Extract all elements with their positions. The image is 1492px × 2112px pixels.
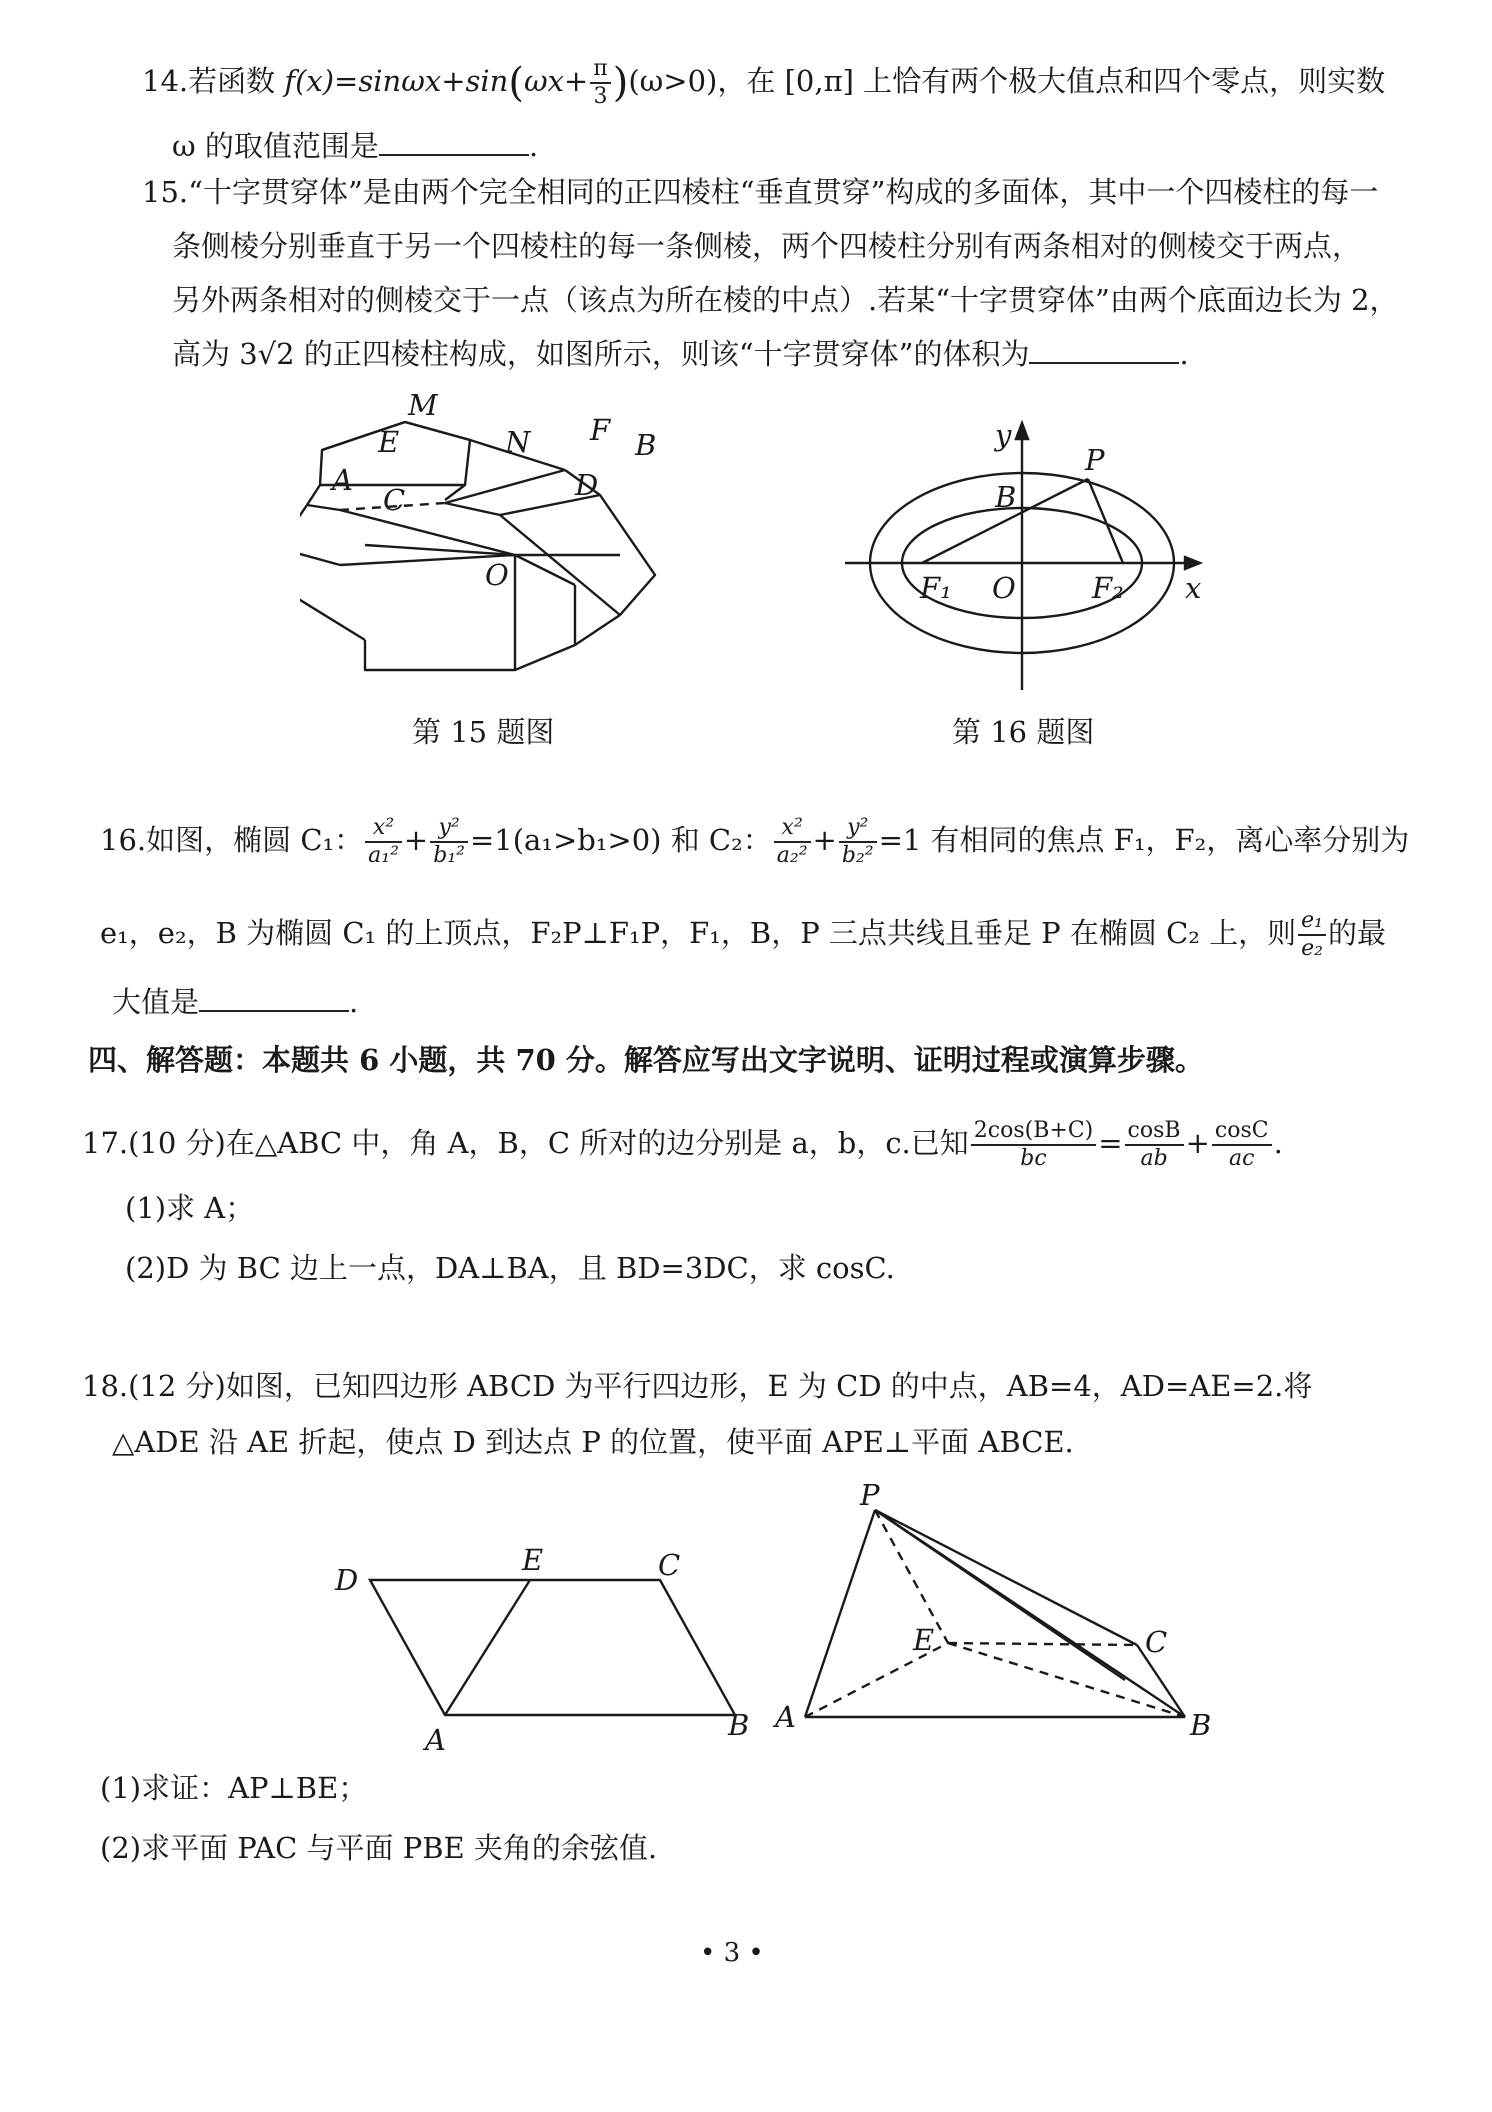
fig16-x-arrow [1185,557,1200,569]
fig15-right-edge-4 [445,503,500,515]
q16-x2-b: x² [774,815,811,843]
fig15-left-arm [300,505,365,640]
fig15-label-O: O [485,558,509,592]
fig15-caption: 第 15 题图 [412,715,555,749]
q14-answer-blank [379,128,529,156]
fig15-label-N: N [505,425,531,459]
q14-arg: ωx+ [523,64,589,98]
q16-end: . [349,985,359,1019]
q17-end: . [1273,1126,1283,1160]
section-4-heading: 四、解答题：本题共 6 小题，共 70 分。解答应写出文字说明、证明过程或演算步骤。 [88,1043,1204,1077]
q14-pi: π [590,56,610,84]
fig18b-label-E: E [913,1623,935,1657]
q15-end: . [1179,337,1189,371]
figure-15 [300,385,680,675]
fig15-label-B: B [635,428,657,462]
fig18b-label-B: B [1190,1708,1212,1742]
q16-mid: =1(a₁>b₁>0) 和 C₂： [469,823,772,857]
fig18b-label-P: P [860,1480,880,1512]
fig16-label-B: B [995,480,1017,514]
q17-frac-3 [1212,1118,1272,1172]
q14-pi-over-3 [590,56,610,110]
q17-line1 [82,1118,1283,1172]
fig15-label-E: E [378,425,400,459]
q16-y2-b: y² [839,815,877,843]
fig18a-label-C: C [658,1548,681,1582]
fig18b-label-A: A [775,1700,796,1734]
fig16-label-F2: F₂ [1092,571,1124,605]
q16-e1: e₁ [1298,908,1326,936]
fig15-right-edge-3 [500,515,620,615]
q16-a2: a₂² [776,843,808,868]
fig15-label-D: D [575,468,599,502]
q15-line3-text: 另外两条相对的侧棱交于一点（该点为所在棱的中点）.若某“十字贯穿体”由两个底面边长为 2， [172,283,1399,317]
q15-line2 [172,228,1361,264]
q16-b1: b₁² [433,843,465,868]
fig15-label-A: A [332,463,353,497]
q15-line2-text: 条侧棱分别垂直于另一个四棱柱的每一条侧棱，两个四棱柱分别有两条相对的侧棱交于两点， [172,229,1362,263]
q16-plus-b: + [812,823,837,857]
q14-paren-open: ( [508,60,524,106]
fig15-label-M: M [408,388,438,422]
fig18a-label-E: E [522,1545,544,1577]
q16-line2-text: e₁，e₂，B 为椭圆 C₁ 的上顶点，F₂P⊥F₁P，F₁，B，P 三点共线且垂足 P 在椭圆 C₂ 上，则 [100,916,1297,950]
fig15-label-F: F [590,413,611,447]
fig15-bottom-prism [365,585,575,670]
q17-frac-1 [971,1118,1096,1172]
fig16-label-y: y [995,418,1012,452]
q15-line4 [172,336,1189,372]
fig16-line-p-f2 [1088,479,1123,563]
q17-num-1: 2cos(B+C) [971,1118,1096,1146]
q14-line1 [142,56,1385,110]
fig16-y-arrow [1016,423,1028,439]
q16-line2-end: 的最 [1327,916,1386,950]
fig16-label-F1: F₁ [920,571,952,605]
q17-den-1: bc [1020,1146,1047,1171]
q15-line4-text: 高为 3√2 的正四棱柱构成，如图所示，则该“十字贯穿体”的体积为 [172,337,1030,371]
figure-16 [840,415,1210,695]
fig15-left-edge-4 [307,505,340,510]
q18-part2: (2)求平面 PAC 与平面 PBE 夹角的余弦值. [100,1831,658,1865]
q16-line2 [100,908,1386,962]
q17-plus: + [1185,1126,1210,1160]
fig18b-edge-ec [948,1643,1137,1645]
fig18a-parallelogram [370,1580,735,1715]
q16-rest: =1 有相同的焦点 F₁，F₂，离心率分别为 [878,823,1410,857]
q17-part1: (1)求 A； [125,1191,255,1225]
q16-frac-x-a2 [774,815,811,869]
q17-den-2: ab [1140,1146,1168,1171]
fig16-caption: 第 16 题图 [952,715,1095,749]
fig16-label-O: O [992,571,1016,605]
q17-den-3: ac [1229,1146,1255,1171]
fig18a-label-B: B [728,1708,750,1742]
page-number: • 3 • [700,1938,764,1968]
fig16-label-P: P [1085,443,1105,477]
q14-func: f(x)=sinωx+sin [284,64,509,98]
q17-frac-2 [1125,1118,1184,1172]
q17-part2: (2)D 为 BC 边上一点，DA⊥BA，且 BD=3DC，求 cosC. [125,1251,895,1285]
fig15-label-C: C [383,483,406,517]
q16-plus-a: + [403,823,429,857]
q17-eq: = [1098,1126,1123,1160]
q16-line3 [112,984,358,1020]
q16-frac-y-b1 [430,815,468,869]
q15-line1-text: 15.“十字贯穿体”是由两个完全相同的正四棱柱“垂直贯穿”构成的多面体，其中一个四棱柱的每一 [142,175,1379,209]
q15-line3 [172,282,1399,318]
figure-18b [765,1480,1235,1750]
q14-line2 [172,128,538,164]
q17-prefix: 17.(10 分)在△ABC 中，角 A，B，C 所对的边分别是 a，b，c.已知 [82,1126,969,1160]
q15-answer-blank [1029,336,1179,364]
q18-part1: (1)求证：AP⊥BE； [100,1771,368,1805]
q17-num-3: cosC [1212,1118,1272,1146]
q16-e2: e₂ [1301,936,1323,961]
q16-prefix: 16.如图，椭圆 C₁： [100,823,364,857]
figure-18a [330,1545,800,1755]
q16-y2-a: y² [430,815,468,843]
q16-x2-a: x² [365,815,402,843]
fig18a-label-A: A [425,1723,446,1755]
q15-line1 [142,174,1378,210]
q14-paren-close: ) [612,60,629,106]
fig15-left-edge-1 [300,548,340,565]
fig18a-label-D: D [335,1563,359,1597]
q17-num-2: cosB [1125,1118,1184,1146]
q14-end: . [528,129,539,163]
q16-b2: b₂² [841,843,874,868]
q18-line1: 18.(12 分)如图，已知四边形 ABCD 为平行四边形，E 为 CD 的中点，AB=4，AD=AE=2.将 [82,1369,1313,1403]
q16-a1: a₁² [368,843,399,868]
q16-frac-x-a1 [365,815,402,869]
fig18b-label-C: C [1145,1625,1168,1659]
q16-frac-e1-e2 [1298,908,1326,962]
q16-line1 [100,815,1409,869]
q14-rest: (ω>0)，在 [0,π] 上恰有两个极大值点和四个零点，则实数 [628,64,1386,98]
fig18a-segment-ae [445,1580,530,1715]
q18-line2: △ADE 沿 AE 折起，使点 D 到达点 P 的位置，使平面 APE⊥平面 ABCE. [112,1425,1074,1459]
q16-frac-y-b2 [839,815,877,869]
q14-prefix: 14.若函数 [142,64,276,98]
q14-three: 3 [593,84,608,109]
fig15-top-edge-mn [405,422,470,440]
q14-line2-text: ω 的取值范围是 [172,129,379,163]
q16-line3-text: 大值是 [112,985,200,1019]
fig16-label-x: x [1185,571,1202,605]
q16-answer-blank [199,984,349,1012]
